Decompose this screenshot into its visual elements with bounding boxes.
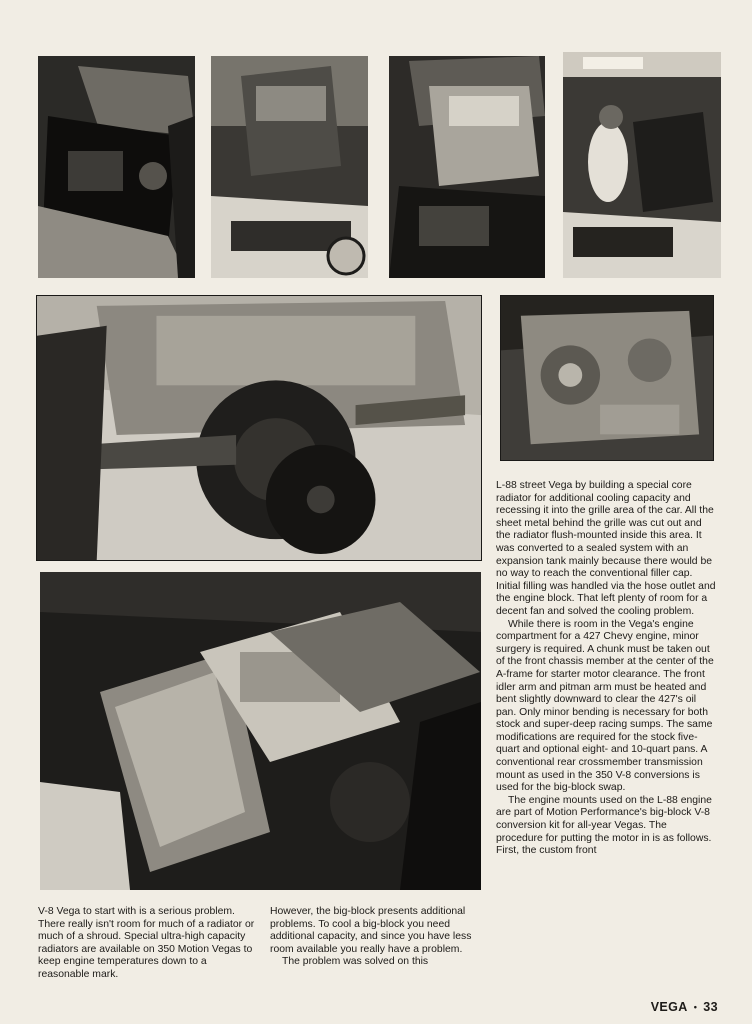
paragraph: V-8 Vega to start with is a serious problem. There really isn't room for much of a radiator or much of a shroud. Special ultra-high capacity radiators are available on 350 Motion Vegas to keep engine temperatures down to a reasonable mark. <box>38 906 255 980</box>
photo-timing-cover-closeup <box>500 295 714 461</box>
photo-engine-bay-empty <box>38 56 195 278</box>
photo-engine-install-mechanic <box>563 52 721 278</box>
photo-engine-hoisted <box>211 56 368 278</box>
paragraph: The engine mounts used on the L-88 engine are part of Motion Performance's big-block V-8 conversion kit for all-year Vegas. The procedure for putting the motor in is as follows. First, the custom front <box>496 794 712 857</box>
photo-engine-lowering <box>389 56 545 278</box>
photo-engine-flywheel-mount <box>36 295 482 561</box>
footer-separator: • <box>693 1002 698 1012</box>
photo-engine-installed <box>40 572 481 890</box>
paragraph: L-88 street Vega by building a special core radiator for additional cooling capacity and recessing it into the grille area of the car. All the sheet metal behind the grille was cut out and the radiator flush-mounted inside this area. It was converted to a sealed system with an expansion tank mainly because there would be no way to reach the conventional filler cap. Initial filling was handled via the hose outlet and the engine block. That left plenty of room for a decent fan and solved the cooling problem. <box>496 480 716 617</box>
page-number: 33 <box>703 1000 718 1014</box>
paragraph: The problem was solved on this <box>282 956 429 968</box>
paragraph: While there is room in the Vega's engine compartment for a 427 Chevy engine, minor surgery is required. A chunk must be taken out of the front chassis member at the center of the A-frame for starter motor clearance. The front idler arm and pitman arm must be heated and bent slightly downward to clear the 427's oil pan. Only minor bending is necessary for both stock and super-deep racing sumps. The same modifications are required for the stock five-quart and optional eight- and 10-quart pans. A conventional rear crossmember transmission mount as used in the 350 V-8 conversions is used for the big-block swap. <box>496 618 714 794</box>
text-column-middle <box>270 906 482 969</box>
text-column-right <box>496 480 716 858</box>
paragraph: However, the big-block presents additional problems. To cool a big-block you need additional capacity, and since you have less room available you really have a problem. <box>270 906 472 955</box>
text-column-left <box>38 906 260 982</box>
page-footer <box>651 1000 718 1014</box>
magazine-name: VEGA <box>650 1000 688 1014</box>
